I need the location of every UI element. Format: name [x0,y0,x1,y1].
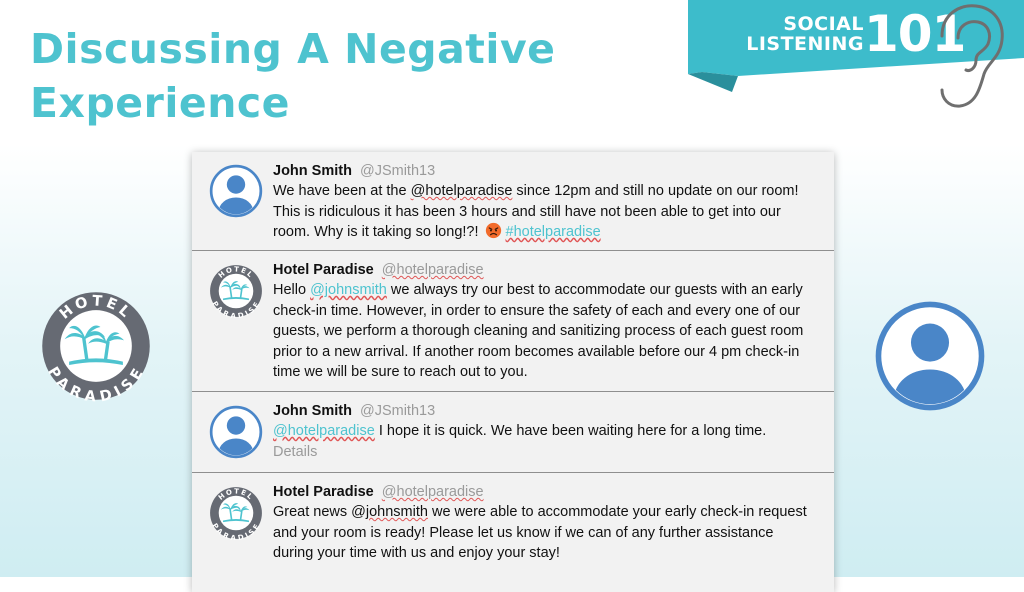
details-link[interactable]: Details [273,443,318,460]
tweet-text-part: we were able to accommodate your early check-in request and your room is ready! Please let us know if we can of any further assistance during your time with us and enjoy your stay! [273,504,807,561]
tweet-content [273,401,816,462]
mention-link[interactable]: @hotelparadise [273,423,375,439]
tweet-text [273,280,816,383]
mention-link[interactable]: @johnsmith [310,282,387,298]
tweet-header [273,161,816,181]
tweet-text-part: Hello [273,282,311,298]
tweet [192,152,834,251]
user-avatar-icon[interactable] [209,405,263,459]
slide-title [30,22,555,130]
tweet [192,473,834,592]
mention-link[interactable]: @hotelparadise [410,183,513,199]
tweet-text-part: I hope it is quick. We have been waiting here for a long time. [374,423,767,439]
tweet-header [273,401,816,421]
slide-title-line2: Experience [30,79,290,127]
tweet-text [273,421,816,442]
ear-icon [922,0,1008,112]
mention-text[interactable]: johnsmith [365,504,428,520]
tweet-content [273,260,816,383]
tweet-text-part: Great news @ [273,504,366,520]
banner-number: 101 [864,5,966,63]
hotel-paradise-logo[interactable] [209,486,263,540]
user-avatar-icon[interactable] [209,164,263,218]
tweet-header [273,260,816,280]
slide-title-line1: Discussing A Negative [30,25,556,73]
tweet [192,392,834,473]
tweet-author-handle[interactable]: @JSmith13 [359,163,436,179]
tweet-text-part: since 12pm and still no update on our room! This is ridiculous it has been 3 hours and still have not been able to get into our room. Why is it taking so long!?! [273,183,799,240]
tweet-author-handle[interactable]: @hotelparadise [381,262,484,278]
hashtag-link[interactable]: #hotelparadise [505,224,601,240]
hotel-paradise-logo[interactable] [209,264,263,318]
tweet-author-handle[interactable]: @JSmith13 [359,403,436,419]
tweet-author-name[interactable]: John Smith [273,403,352,419]
tweet-content [273,161,816,243]
tweet-author-name[interactable]: Hotel Paradise [273,262,374,278]
user-avatar-icon [874,300,986,412]
tweet-author-handle[interactable]: @hotelparadise [381,484,484,500]
tweet-text [273,502,816,564]
banner-line2: LISTENING [746,33,864,55]
hotel-paradise-logo [40,290,152,402]
tweet [192,251,834,392]
tweet-text [273,181,816,243]
angry-face-emoji [485,222,502,239]
tweet-text-part: We have been at the [273,183,411,199]
tweet-header [273,482,816,502]
banner-text [746,14,864,54]
tweet-text-part: we always try our best to accommodate our guests with an early check-in time. However, in order to ensure the safety of each and every one of our guests, we perform a thorough cleaning and sanitizing process of each guest room prior to a new arrival. If another room becomes available before our 4 pm check-in time we will be sure to reach out to you. [273,282,804,380]
tweet-author-name[interactable]: Hotel Paradise [273,484,374,500]
tweet-content [273,482,816,564]
tweet-feed [192,152,834,592]
tweet-author-name[interactable]: John Smith [273,163,352,179]
banner-line1: SOCIAL [783,13,864,35]
